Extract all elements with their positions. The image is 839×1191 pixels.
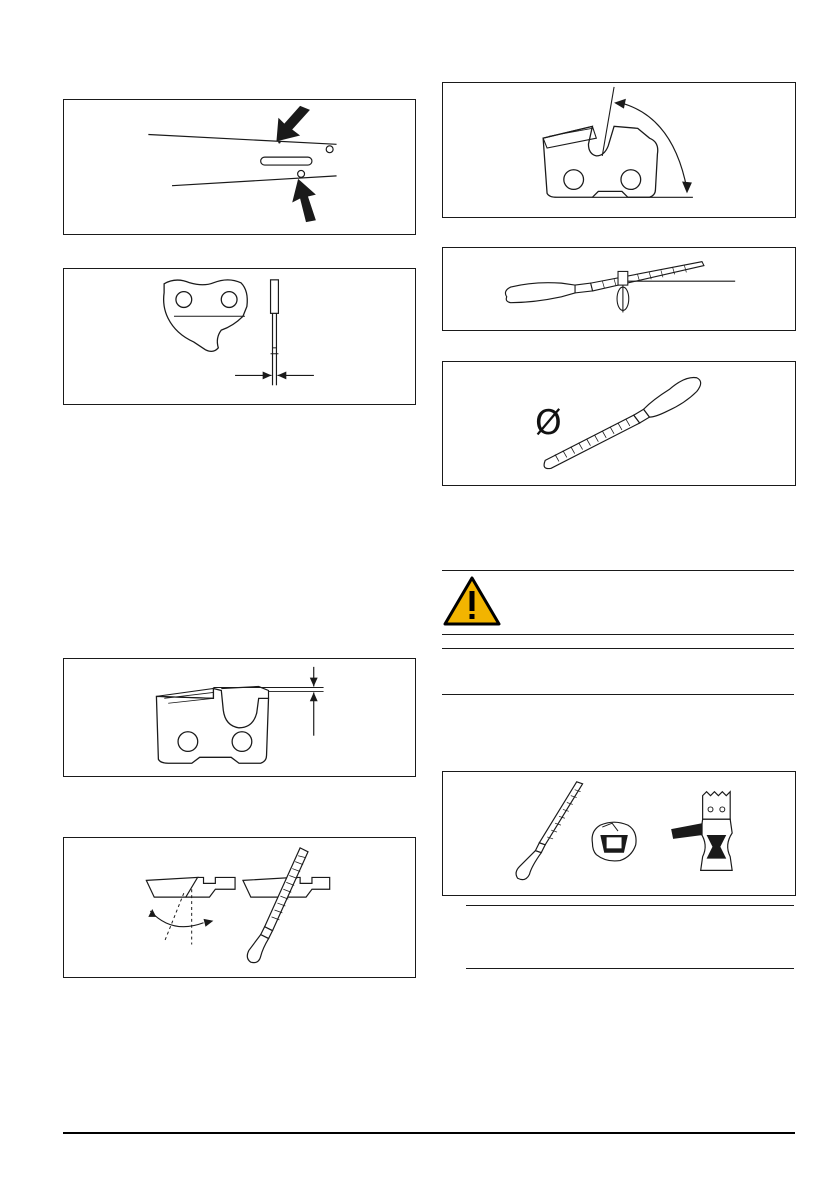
warning-bottom-rule (442, 634, 794, 635)
round-file-icon (247, 848, 308, 963)
footer-rule (63, 1132, 795, 1134)
figure-cutter-top-angle (442, 82, 796, 218)
sharpening-tools-illustration (443, 772, 795, 895)
figure-filing-angle (63, 837, 416, 978)
cutter-top-angle-illustration (443, 83, 795, 217)
note2-top-rule (466, 905, 794, 906)
note-top-rule (442, 648, 794, 649)
warning-triangle-icon (443, 576, 501, 626)
file-handle-icon (505, 283, 592, 303)
figure-drive-link-gauge (63, 268, 416, 405)
figure-file-in-holder (442, 247, 796, 331)
note-bottom-rule (442, 694, 794, 695)
depth-gauge-setting-illustration (64, 659, 415, 776)
figure-bar-rivet-holes (63, 99, 416, 235)
file-guide-tool-icon (671, 792, 732, 871)
round-file-icon (544, 377, 701, 468)
file-holder-clip-icon (617, 271, 629, 312)
diameter-symbol: Ø (535, 403, 562, 443)
filing-angle-illustration (64, 838, 415, 977)
round-file-icon (516, 782, 583, 880)
figure-depth-gauge-setting (63, 658, 416, 777)
figure-round-file-diameter (442, 361, 796, 486)
round-file-diameter-illustration (443, 362, 795, 485)
drive-link-gauge-illustration (64, 269, 415, 404)
depth-gauge-tool-icon (592, 822, 636, 861)
figure-sharpening-tools (442, 771, 796, 896)
note2-bottom-rule (466, 968, 794, 969)
warning-top-rule (442, 570, 794, 571)
file-in-holder-illustration (443, 248, 795, 330)
bar-rivet-holes-illustration (64, 100, 415, 234)
